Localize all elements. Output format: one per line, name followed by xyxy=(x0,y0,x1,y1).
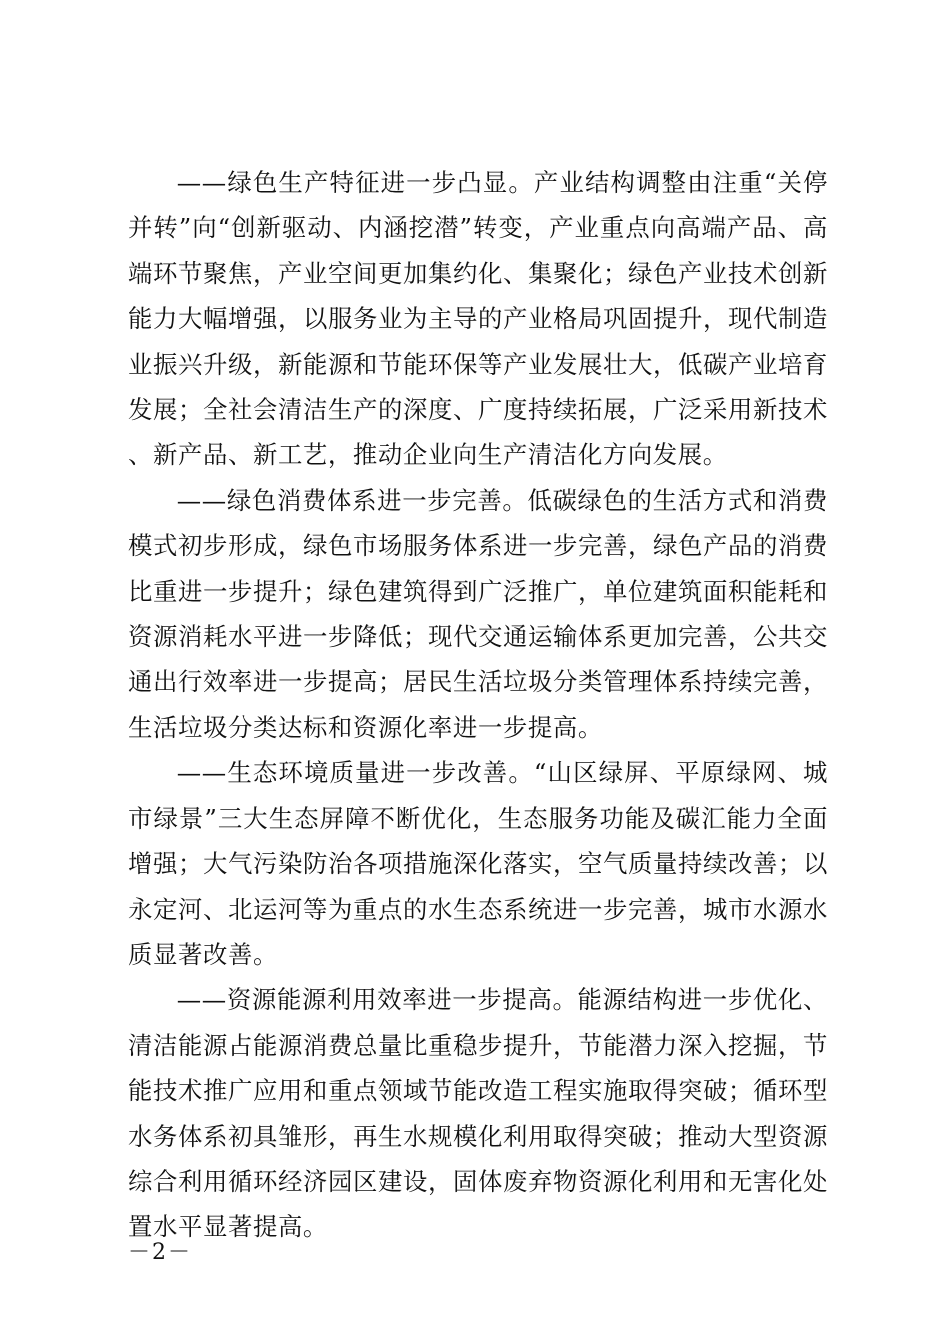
paragraph-green-production: ——绿色生产特征进一步凸显。产业结构调整由注重“关停并转”向“创新驱动、内涵挖潜”转变，产业重点向高端产品、高端环节聚焦，产业空间更加集约化、集聚化；绿色产业技术创新能力大幅增强，以服务业为主导的产业格局巩固提升，现代制造业振兴升级，新能源和节能环保等产业发展壮大，低碳产业培育发展；全社会清洁生产的深度、广度持续拓展，广泛采用新技术、新产品、新工艺，推动企业向生产清洁化方向发展。 xyxy=(128,168,828,470)
paragraph-green-consumption: ——绿色消费体系进一步完善。低碳绿色的生活方式和消费模式初步形成，绿色市场服务体系进一步完善，绿色产品的消费比重进一步提升；绿色建筑得到广泛推广，单位建筑面积能耗和资源消耗水平进一步降低；现代交通运输体系更加完善，公共交通出行效率进一步提高；居民生活垃圾分类管理体系持续完善，生活垃圾分类达标和资源化率进一步提高。 xyxy=(128,485,828,742)
page-number: －2－ xyxy=(128,1240,192,1265)
body-text xyxy=(128,160,828,1250)
paragraph-resource-efficiency: ——资源能源利用效率进一步提高。能源结构进一步优化、清洁能源占能源消费总量比重稳步提升，节能潜力深入挖掘，节能技术推广应用和重点领域节能改造工程实施取得突破；循环型水务体系初具雏形，再生水规模化利用取得突破；推动大型资源综合利用循环经济园区建设，固体废弃物资源化利用和无害化处置水平显著提高。 xyxy=(128,985,828,1242)
paragraph-ecological-environment: ——生态环境质量进一步改善。“山区绿屏、平原绿网、城市绿景”三大生态屏障不断优化，生态服务功能及碳汇能力全面增强；大气污染防治各项措施深化落实，空气质量持续改善；以永定河、北运河等为重点的水生态系统进一步完善，城市水源水质显著改善。 xyxy=(128,758,828,969)
